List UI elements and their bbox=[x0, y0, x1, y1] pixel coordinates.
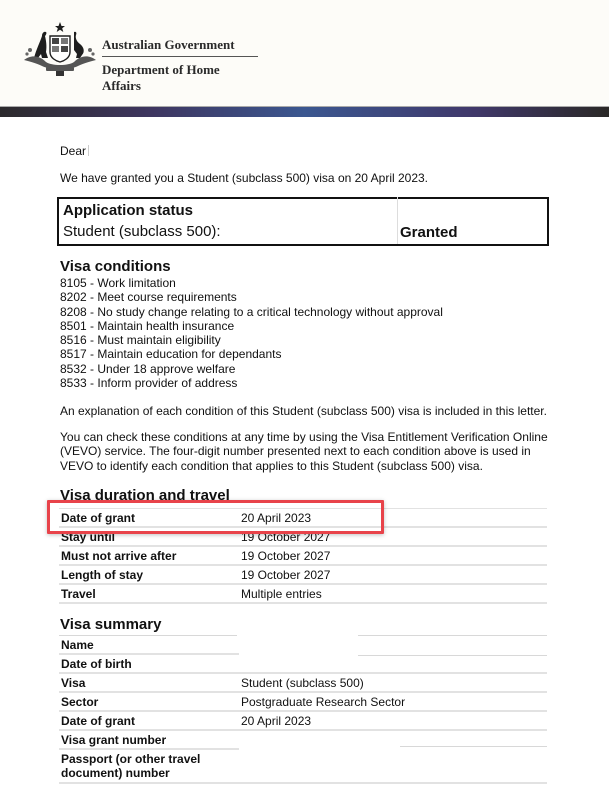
row-value-redacted bbox=[239, 654, 547, 673]
table-row bbox=[59, 584, 547, 603]
visa-summary-table bbox=[59, 636, 547, 784]
salutation bbox=[60, 144, 89, 158]
row-label: Sector bbox=[59, 692, 239, 711]
visa-summary-heading: Visa summary bbox=[60, 616, 162, 633]
condition-item: 8501 - Maintain health insurance bbox=[60, 318, 235, 333]
table-row bbox=[59, 749, 547, 783]
coat-of-arms-icon bbox=[22, 20, 98, 78]
row-label: Name bbox=[59, 636, 239, 654]
row-label: Date of birth bbox=[59, 654, 239, 673]
row-value: 20 April 2023 bbox=[239, 711, 547, 730]
row-label: Visa bbox=[59, 673, 239, 692]
row-label: Must not arrive after bbox=[59, 546, 239, 565]
condition-item: 8105 - Work limitation bbox=[60, 276, 176, 290]
status-divider bbox=[397, 197, 398, 244]
condition-item: 8516 - Must maintain eligibility bbox=[60, 333, 221, 348]
row-value: 19 October 2027 bbox=[239, 565, 547, 584]
row-label: Date of grant bbox=[59, 509, 239, 528]
redacted-name bbox=[88, 145, 89, 156]
table-row bbox=[59, 565, 547, 584]
grant-intro: We have granted you a Student (subclass 500) visa on 20 April 2023. bbox=[60, 171, 429, 185]
table-row bbox=[59, 546, 547, 565]
visa-duration-table bbox=[59, 508, 547, 604]
row-label: Length of stay bbox=[59, 565, 239, 584]
row-label: Passport (or other travel document) number bbox=[59, 749, 239, 783]
visa-conditions-heading: Visa conditions bbox=[60, 258, 171, 275]
condition-item: 8533 - Inform provider of address bbox=[60, 376, 238, 391]
condition-item: 8208 - No study change relating to a critical technology without approval bbox=[60, 304, 443, 319]
row-value: Student (subclass 500) bbox=[239, 673, 547, 692]
row-value: Postgraduate Research Sector bbox=[239, 692, 547, 711]
header-band bbox=[0, 106, 609, 117]
table-row bbox=[59, 692, 547, 711]
table-row bbox=[59, 509, 547, 528]
row-label: Visa grant number bbox=[59, 730, 239, 749]
row-value-redacted bbox=[239, 749, 547, 783]
vevo-note: You can check these conditions at any time by using the Visa Entitlement Verification Online (VEVO) service. The four-digit number presented next to each condition above is used in VEVO to identify each condition that applies to this Student (subclass 500) visa. bbox=[60, 430, 548, 473]
condition-item: 8517 - Maintain education for dependants bbox=[60, 347, 282, 362]
application-status-title: Application status bbox=[63, 202, 194, 219]
table-row bbox=[59, 711, 547, 730]
row-value-redacted bbox=[239, 636, 547, 654]
application-status-box bbox=[57, 197, 549, 246]
row-label: Date of grant bbox=[59, 711, 239, 730]
application-status-label: Student (subclass 500): bbox=[63, 223, 221, 240]
condition-item: 8532 - Under 18 approve welfare bbox=[60, 361, 236, 376]
conditions-explanation: An explanation of each condition of this Student (subclass 500) visa is included in this letter. bbox=[60, 404, 547, 418]
table-row bbox=[59, 654, 547, 673]
row-value: 20 April 2023 bbox=[239, 509, 547, 528]
row-value: 19 October 2027 bbox=[239, 546, 547, 565]
row-label: Travel bbox=[59, 584, 239, 603]
row-value: Multiple entries bbox=[239, 584, 547, 603]
visa-conditions-list bbox=[60, 276, 443, 390]
redacted-row-border bbox=[400, 746, 547, 747]
application-status-value: Granted bbox=[400, 224, 458, 241]
letter-header bbox=[0, 0, 609, 106]
table-row bbox=[59, 636, 547, 654]
department-name: Department of Home Affairs bbox=[102, 62, 220, 93]
row-value: 19 October 2027 bbox=[239, 527, 547, 546]
salutation-text: Dear bbox=[60, 144, 87, 158]
redacted-row-border bbox=[358, 655, 547, 656]
table-row bbox=[59, 527, 547, 546]
condition-item: 8202 - Meet course requirements bbox=[60, 290, 237, 305]
visa-duration-heading: Visa duration and travel bbox=[60, 487, 230, 501]
row-label: Stay until bbox=[59, 527, 239, 546]
org-name: Australian Government bbox=[102, 37, 258, 57]
table-row bbox=[59, 673, 547, 692]
